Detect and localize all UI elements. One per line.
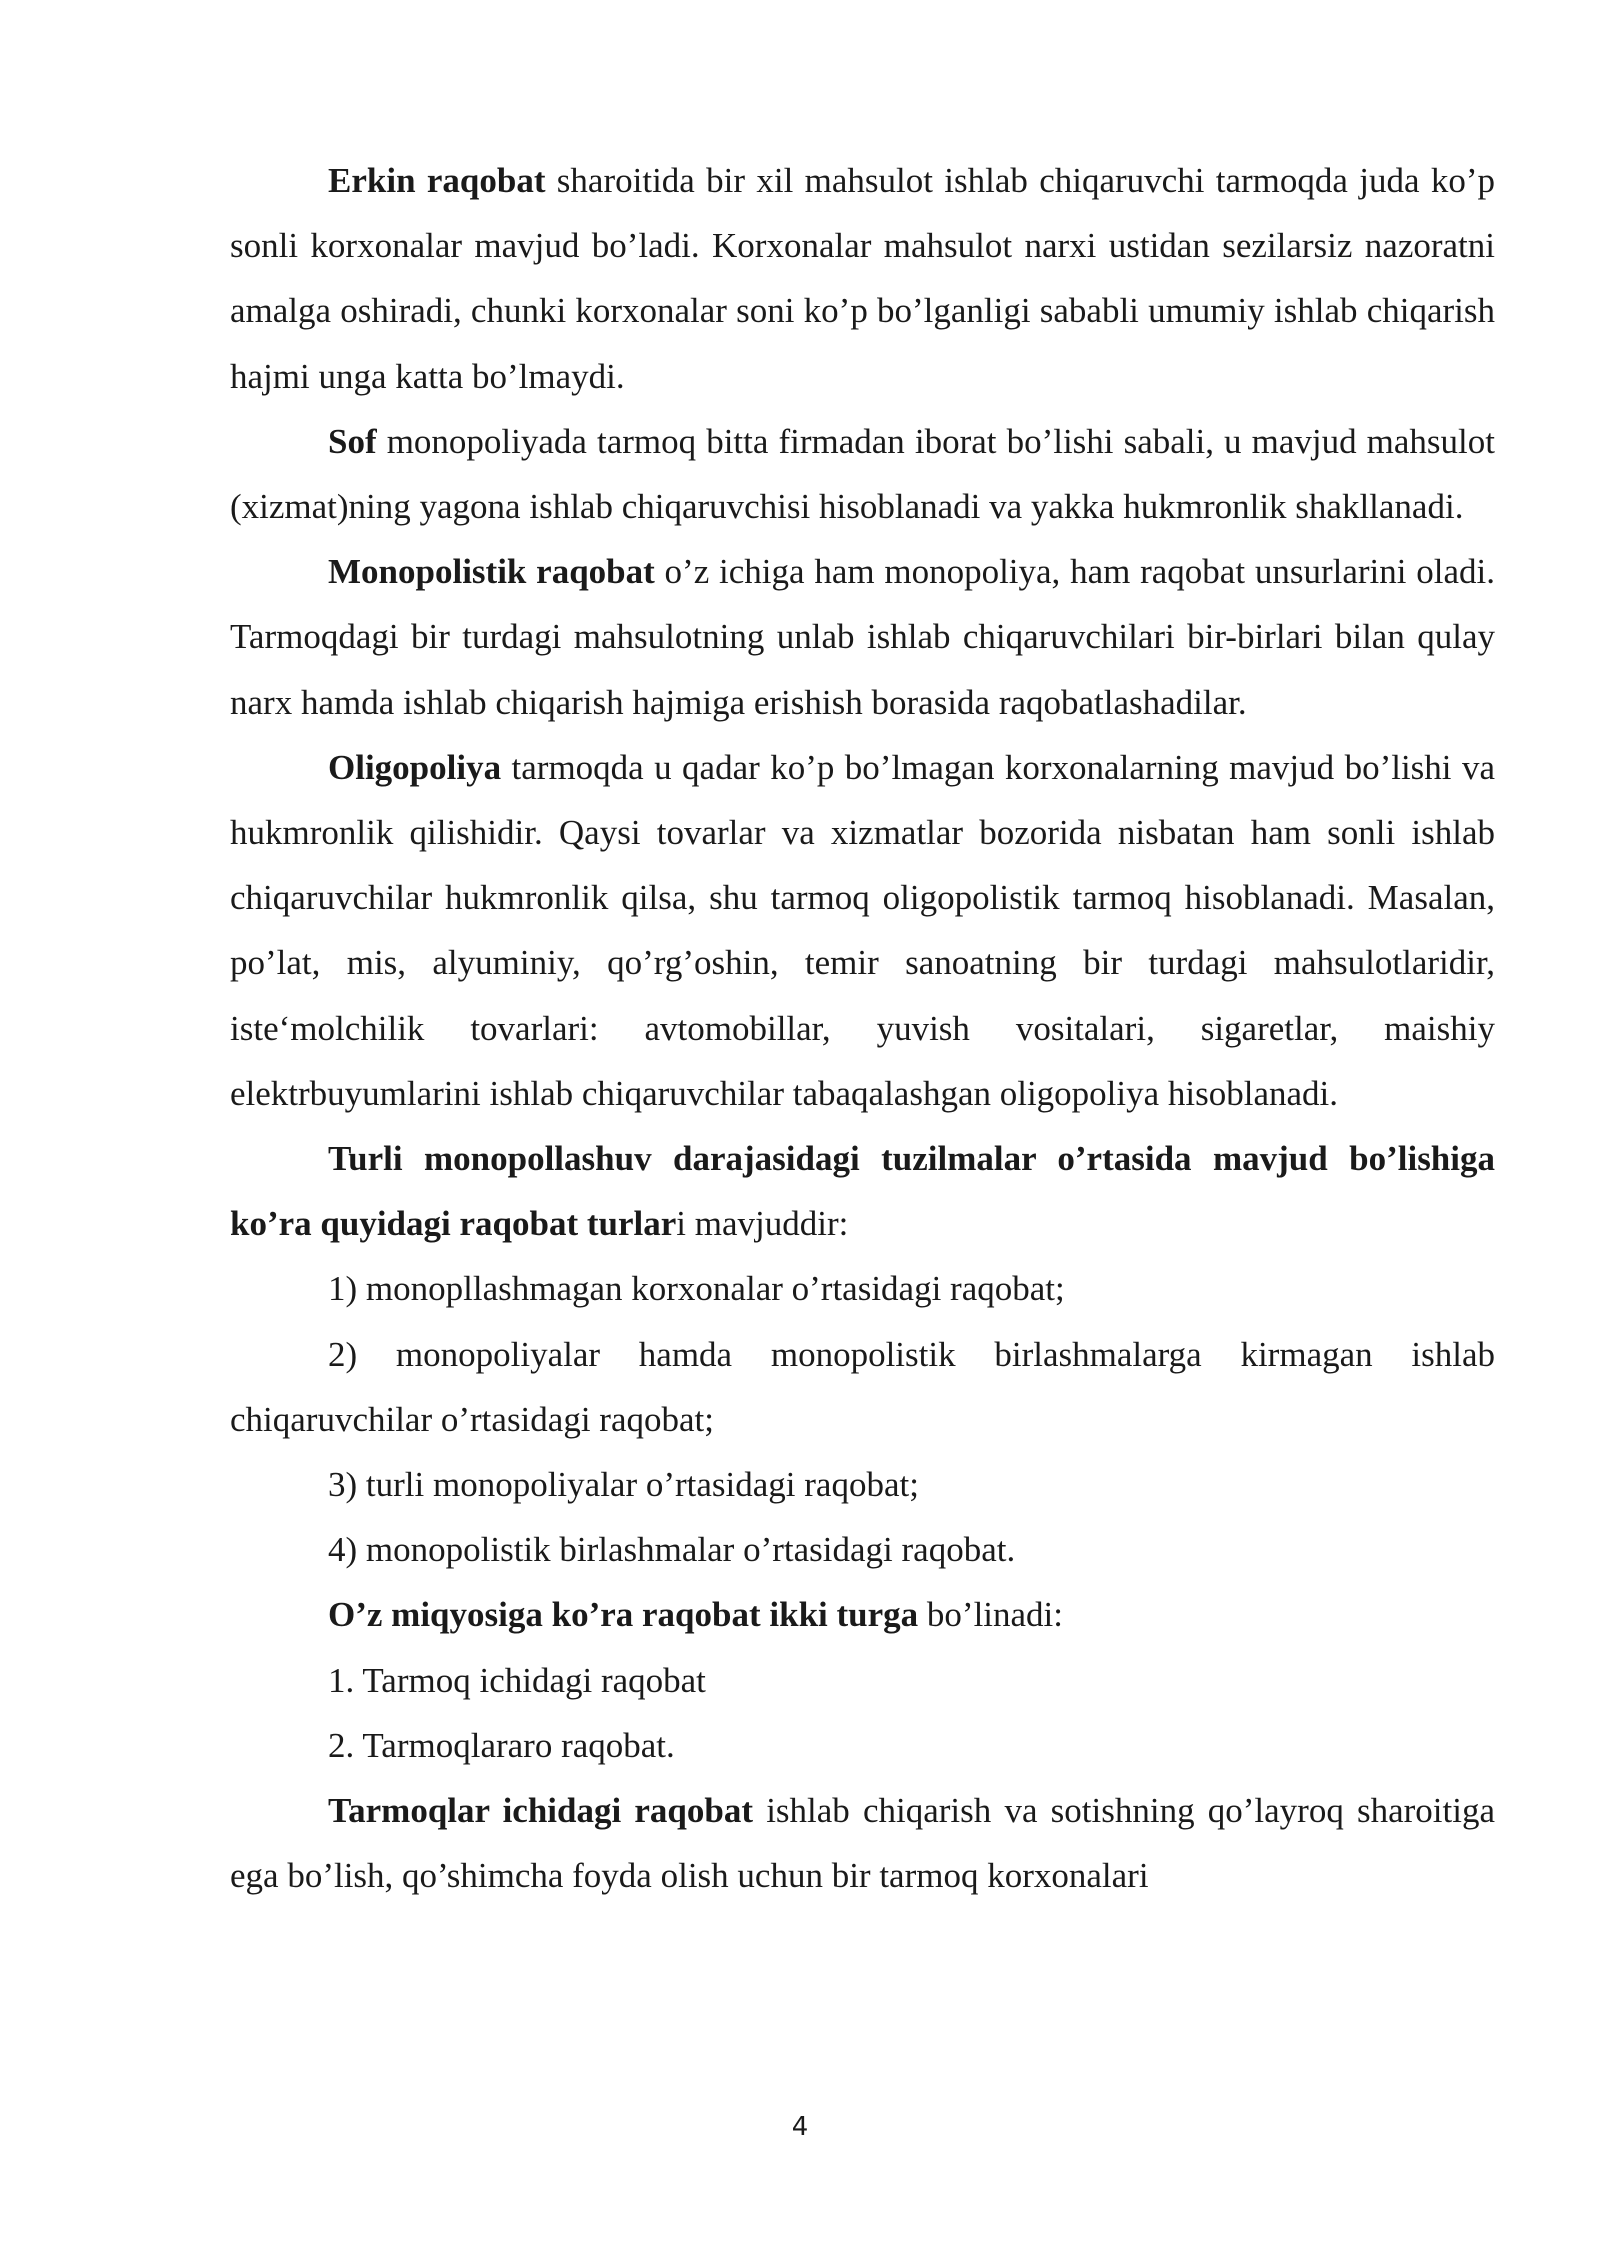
paragraph-text: o’z ichiga ham monopoliya, ham raqobat unsurlarini oladi. Tarmoqdagi bir turdagi mahsulotning unlab ishlab chiqaruvchilari bir-birlari bilan qulay narx hamda ishlab chiqarish hajmiga erishish borasida raqobatlashadilar.	[230, 552, 1495, 722]
list-item: 1) monopllashmagan korxonalar o’rtasidagi raqobat;	[328, 1269, 1065, 1309]
list-item: 1. Tarmoq ichidagi raqobat	[328, 1660, 706, 1700]
paragraph-text: sharoitida bir xil mahsulot ishlab chiqaruvchi tarmoqda juda ko’p sonli korxonalar mavjud bo’ladi. Korxonalar mahsulot narxi ustidan sezilarsiz nazoratni amalga oshiradi, chunki korxonalar soni ko’p bo’lganligi sababli umumiy ishlab chiqarish hajmi unga katta bo’lmaydi.	[230, 161, 1495, 396]
term-intra-industry-competition: Tarmoqlar ichidagi raqobat	[328, 1791, 754, 1831]
paragraph-text: i mavjuddir:	[676, 1204, 849, 1244]
term-scale-types: O’z miqyosiga ko’ra raqobat ikki turga	[328, 1595, 919, 1635]
paragraph-text: monopoliyada tarmoq bitta firmadan iborat bo’lishi sabali, u mavjud mahsulot (xizmat)ning yagona ishlab chiqaruvchisi hisoblanadi va yakka hukmronlik shakllanadi.	[230, 421, 1495, 527]
document-body	[230, 148, 1495, 1908]
paragraph-text: tarmoqda u qadar ko’p bo’lmagan korxonalarning mavjud bo’lishi va hukmronlik qilishidir. Qaysi tovarlar va xizmatlar bozorida nisbatan ham sonli ishlab chiqaruvchilar hukmronlik qilsa, shu tarmoq oligopolistik tarmoq hisoblanadi. Masalan, po’lat, mis, alyuminiy, qo’rg’oshin, temir sanoatning bir turdagi mahsulotlaridir, iste‘molchilik tovarlari: avtomobillar, yuvish vositalari, sigaretlar, maishiy elektrbuyumlarini ishlab chiqaruvchilar tabaqalashgan oligopoliya hisoblanadi.	[230, 747, 1495, 1113]
paragraph-oligopoly	[230, 735, 1495, 1126]
term-pure-monopoly: Sof	[328, 421, 377, 461]
paragraph-text: bo’linadi:	[918, 1595, 1064, 1635]
list-item: 3) turli monopoliyalar o’rtasidagi raqobat;	[328, 1465, 919, 1505]
paragraph-competition-types-intro	[230, 1126, 1495, 1256]
term-monopolistic-competition: Monopolistik raqobat	[328, 552, 655, 592]
paragraph-text: ishlab chiqarish va sotishning qo’layroq sharoitiga ega bo’lish, qo’shimcha foyda olish uchun bir tarmoq korxonalari	[230, 1791, 1496, 1896]
list-item: 4) monopolistik birlashmalar o’rtasidagi raqobat.	[328, 1530, 1016, 1570]
paragraph-monopolistic-competition	[230, 539, 1495, 735]
list-item: 2) monopoliyalar hamda monopolistik birlashmalarga kirmagan ishlab chiqaruvchilar o’rtasidagi raqobat;	[230, 1334, 1495, 1439]
term-free-competition: Erkin raqobat	[328, 161, 546, 200]
paragraph-intra-industry	[230, 1778, 1495, 1908]
term-oligopoly: Oligopoliya	[328, 747, 502, 787]
list-item: 2. Tarmoqlararo raqobat.	[328, 1725, 675, 1765]
paragraph-free-competition	[230, 148, 1495, 409]
page-number: 4	[791, 2112, 809, 2142]
term-competition-types: Turli monopollashuv darajasidagi tuzilmalar o’rtasida mavjud bo’lishiga ko’ra quyidagi raqobat turlar	[230, 1139, 1495, 1244]
paragraph-pure-monopoly	[230, 409, 1495, 539]
paragraph-scale-intro	[230, 1582, 1495, 1647]
